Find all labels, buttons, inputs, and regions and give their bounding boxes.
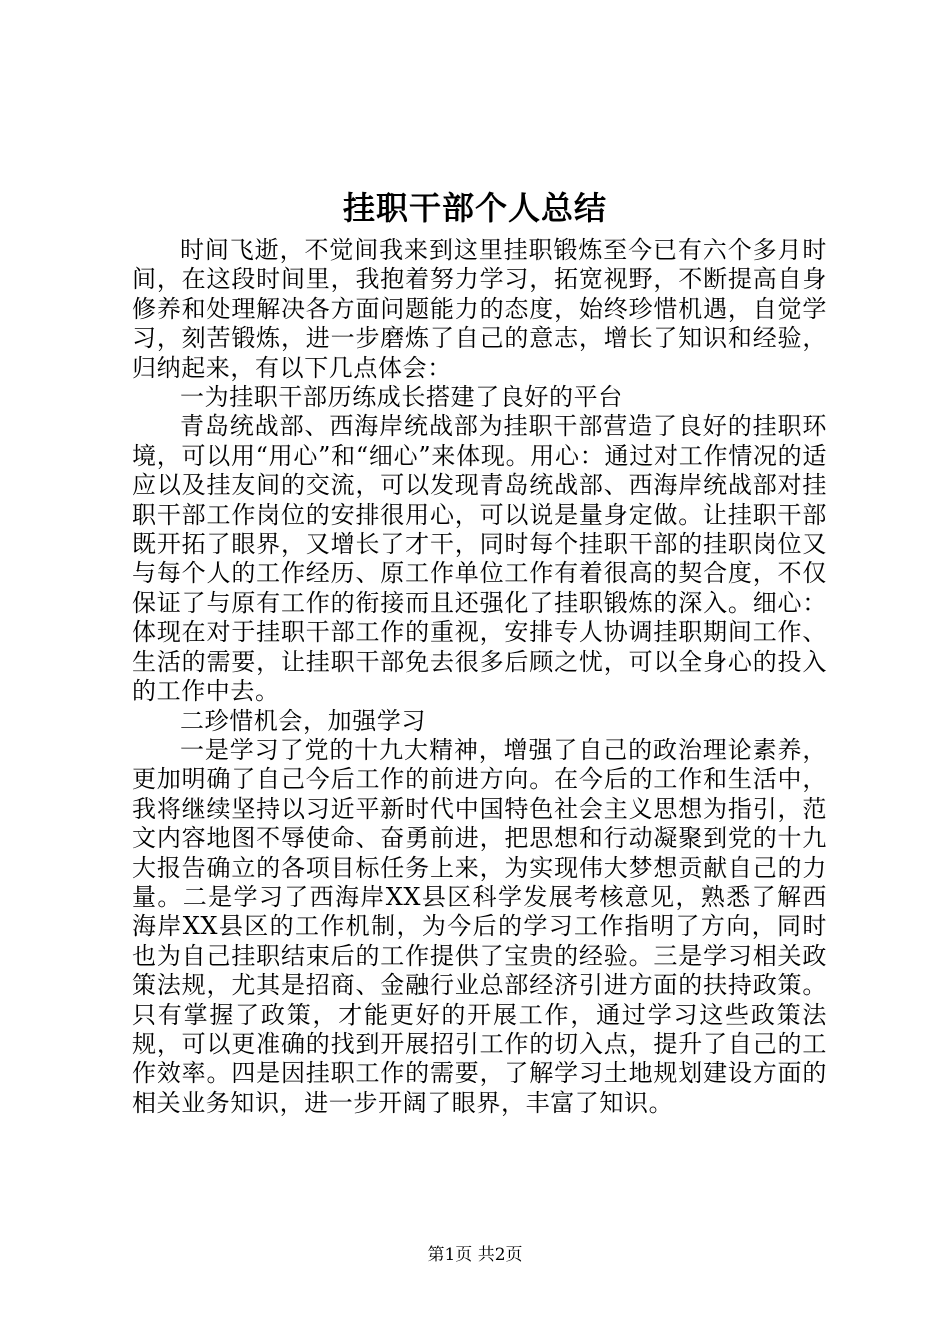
section-two-paragraph: 一是学习了党的十九大精神，增强了自己的政治理论素养，更加明确了自己今后工作的前进方向。在今后的工作和生活中，我将继续坚持以习近平新时代中国特色社会主义思想为指引，范文内容地图不辱使命、奋勇前进，把思想和行动凝聚到党的十九大报告确立的各项目标任务上来，为实现伟大梦想贡献自己的力量。二是学习了西海岸XX县区科学发展考核意见，熟悉了解西海岸XX县区的工作机制，为今后的学习工作指明了方向，同时也为自己挂职结束后的工作提供了宝贵的经验。三是学习相关政策法规，尤其是招商、金融行业总部经济引进方面的扶持政策。只有掌握了政策，才能更好的开展工作，通过学习这些政策法规，可以更准确的找到开展招引工作的切入点，提升了自己的工作效率。四是因挂职工作的需要，了解学习土地规划建设方面的相关业务知识，进一步开阔了眼界，丰富了知识。	[132, 735, 827, 1117]
intro-paragraph: 时间飞逝，不觉间我来到这里挂职锻炼至今已有六个多月时间，在这段时间里，我抱着努力学习，拓宽视野，不断提高自身修养和处理解决各方面问题能力的态度，始终珍惜机遇，自觉学习，刻苦锻炼，进一步磨炼了自己的意志，增长了知识和经验，归纳起来，有以下几点体会：	[132, 236, 827, 382]
page-footer: 第1页 共2页	[427, 1245, 523, 1265]
section-one-paragraph: 青岛统战部、西海岸统战部为挂职干部营造了良好的挂职环境，可以用“用心”和“细心”来体现。用心：通过对工作情况的适应以及挂友间的交流，可以发现青岛统战部、西海岸统战部对挂职干部工作岗位的安排很用心，可以说是量身定做。让挂职干部既开拓了眼界，又增长了才干，同时每个挂职干部的挂职岗位又与每个人的工作经历、原工作单位工作有着很高的契合度，不仅保证了与原有工作的衔接而且还强化了挂职锻炼的深入。细心：体现在对于挂职干部工作的重视，安排专人协调挂职期间工作、生活的需要，让挂职干部免去很多后顾之忧，可以全身心的投入的工作中去。	[132, 412, 827, 706]
document-title: 挂职干部个人总结	[342, 189, 607, 227]
document-body	[132, 236, 827, 1118]
section-heading-two: 二珍惜机会，加强学习	[180, 706, 426, 735]
section-heading-one: 一为挂职干部历练成长搭建了良好的平台	[180, 383, 623, 412]
